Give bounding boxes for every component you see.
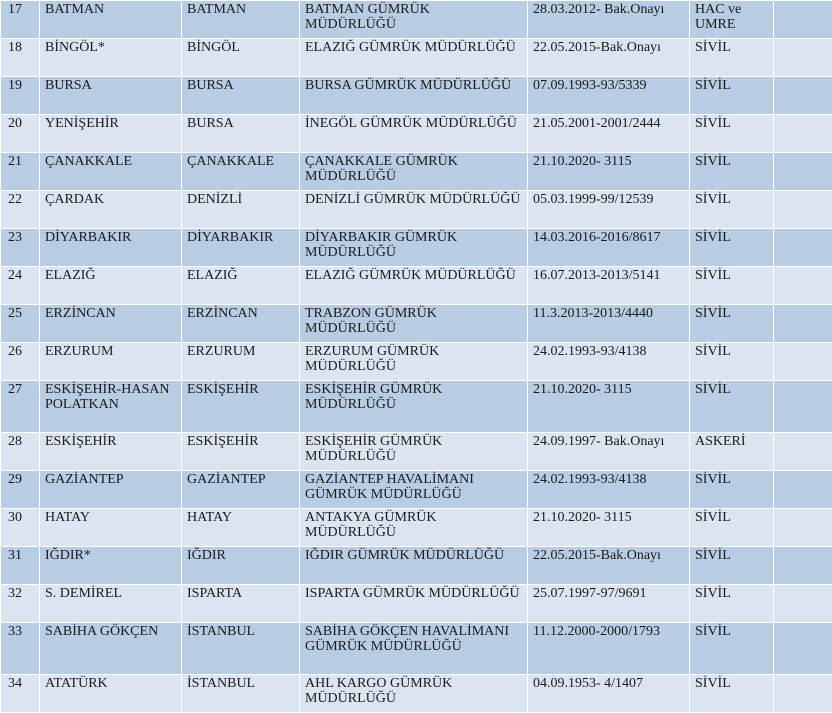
cell-customs: ANTAKYA GÜMRÜK MÜDÜRLÜĞÜ: [300, 509, 528, 547]
cell-type: SİVİL: [690, 547, 774, 585]
cell-no: 27: [1, 381, 40, 433]
cell-no: 32: [1, 585, 40, 623]
cell-empty: [774, 547, 832, 585]
cell-province: ERZURUM: [182, 343, 300, 381]
cell-date: 24.02.1993-93/4138: [528, 471, 690, 509]
cell-no: 18: [1, 39, 40, 77]
cell-no: 25: [1, 305, 40, 343]
table-row: [1, 191, 832, 229]
cell-airport: DİYARBAKIR: [40, 229, 182, 267]
cell-airport: ERZURUM: [40, 343, 182, 381]
cell-airport: SABİHA GÖKÇEN: [40, 623, 182, 675]
table-row: [1, 39, 832, 77]
table-row: [1, 153, 832, 191]
cell-no: 29: [1, 471, 40, 509]
cell-province: BİNGÖL: [182, 39, 300, 77]
table-row: [1, 343, 832, 381]
cell-type: SİVİL: [690, 191, 774, 229]
cell-customs: GAZİANTEP HAVALİMANI GÜMRÜK MÜDÜRLÜĞÜ: [300, 471, 528, 509]
cell-type: SİVİL: [690, 153, 774, 191]
cell-empty: [774, 229, 832, 267]
cell-province: İSTANBUL: [182, 623, 300, 675]
cell-no: 21: [1, 153, 40, 191]
cell-empty: [774, 623, 832, 675]
cell-empty: [774, 267, 832, 305]
cell-type: SİVİL: [690, 675, 774, 713]
cell-type: SİVİL: [690, 115, 774, 153]
cell-province: ERZİNCAN: [182, 305, 300, 343]
cell-no: 26: [1, 343, 40, 381]
cell-province: ESKİŞEHİR: [182, 381, 300, 433]
cell-customs: AHL KARGO GÜMRÜK MÜDÜRLÜĞÜ: [300, 675, 528, 713]
cell-empty: [774, 509, 832, 547]
cell-customs: BATMAN GÜMRÜK MÜDÜRLÜĞÜ: [300, 1, 528, 39]
cell-empty: [774, 381, 832, 433]
cell-empty: [774, 585, 832, 623]
table-row: [1, 229, 832, 267]
table-row: [1, 585, 832, 623]
cell-airport: ÇANAKKALE: [40, 153, 182, 191]
cell-type: SİVİL: [690, 229, 774, 267]
cell-province: IĞDIR: [182, 547, 300, 585]
cell-province: DİYARBAKIR: [182, 229, 300, 267]
cell-customs: ISPARTA GÜMRÜK MÜDÜRLÜĞÜ: [300, 585, 528, 623]
cell-date: 21.10.2020- 3115: [528, 153, 690, 191]
cell-no: 31: [1, 547, 40, 585]
cell-no: 22: [1, 191, 40, 229]
table-row: [1, 509, 832, 547]
cell-no: 19: [1, 77, 40, 115]
cell-type: SİVİL: [690, 267, 774, 305]
cell-customs: DENİZLİ GÜMRÜK MÜDÜRLÜĞÜ: [300, 191, 528, 229]
cell-empty: [774, 471, 832, 509]
table-row: [1, 623, 832, 675]
table-row: [1, 115, 832, 153]
cell-airport: BURSA: [40, 77, 182, 115]
cell-date: 24.09.1997- Bak.Onayı: [528, 433, 690, 471]
cell-province: GAZİANTEP: [182, 471, 300, 509]
cell-airport: GAZİANTEP: [40, 471, 182, 509]
cell-empty: [774, 1, 832, 39]
cell-no: 34: [1, 675, 40, 713]
cell-empty: [774, 115, 832, 153]
cell-date: 28.03.2012- Bak.Onayı: [528, 1, 690, 39]
cell-type: SİVİL: [690, 623, 774, 675]
cell-date: 21.10.2020- 3115: [528, 381, 690, 433]
cell-type: SİVİL: [690, 39, 774, 77]
cell-type: SİVİL: [690, 585, 774, 623]
cell-empty: [774, 305, 832, 343]
cell-customs: ELAZIĞ GÜMRÜK MÜDÜRLÜĞÜ: [300, 267, 528, 305]
cell-customs: ELAZIĞ GÜMRÜK MÜDÜRLÜĞÜ: [300, 39, 528, 77]
cell-no: 20: [1, 115, 40, 153]
table-row: [1, 471, 832, 509]
cell-province: BATMAN: [182, 1, 300, 39]
cell-date: 21.10.2020- 3115: [528, 509, 690, 547]
cell-date: 05.03.1999-99/12539: [528, 191, 690, 229]
cell-type: SİVİL: [690, 305, 774, 343]
cell-airport: BİNGÖL*: [40, 39, 182, 77]
cell-no: 28: [1, 433, 40, 471]
cell-empty: [774, 343, 832, 381]
cell-type: SİVİL: [690, 77, 774, 115]
cell-province: ESKİŞEHİR: [182, 433, 300, 471]
cell-customs: DİYARBAKIR GÜMRÜK MÜDÜRLÜĞÜ: [300, 229, 528, 267]
table-row: [1, 1, 832, 39]
table-row: [1, 381, 832, 433]
cell-date: 04.09.1953- 4/1407: [528, 675, 690, 713]
cell-no: 23: [1, 229, 40, 267]
cell-date: 21.05.2001-2001/2444: [528, 115, 690, 153]
cell-empty: [774, 675, 832, 713]
cell-no: 24: [1, 267, 40, 305]
cell-customs: BURSA GÜMRÜK MÜDÜRLÜĞÜ: [300, 77, 528, 115]
cell-empty: [774, 433, 832, 471]
table-row: [1, 77, 832, 115]
table-row: [1, 267, 832, 305]
cell-customs: TRABZON GÜMRÜK MÜDÜRLÜĞÜ: [300, 305, 528, 343]
cell-date: 14.03.2016-2016/8617: [528, 229, 690, 267]
cell-customs: ESKİŞEHİR GÜMRÜK MÜDÜRLÜĞÜ: [300, 433, 528, 471]
table-row: [1, 305, 832, 343]
cell-province: DENİZLİ: [182, 191, 300, 229]
cell-customs: ÇANAKKALE GÜMRÜK MÜDÜRLÜĞÜ: [300, 153, 528, 191]
cell-customs: ESKİŞEHİR GÜMRÜK MÜDÜRLÜĞÜ: [300, 381, 528, 433]
table-row: [1, 547, 832, 585]
cell-airport: ELAZIĞ: [40, 267, 182, 305]
cell-type: HAC ve UMRE: [690, 1, 774, 39]
cell-empty: [774, 77, 832, 115]
cell-province: BURSA: [182, 77, 300, 115]
cell-empty: [774, 191, 832, 229]
cell-airport: S. DEMİREL: [40, 585, 182, 623]
cell-airport: HATAY: [40, 509, 182, 547]
cell-customs: SABİHA GÖKÇEN HAVALİMANI GÜMRÜK MÜDÜRLÜĞÜ: [300, 623, 528, 675]
cell-airport: ERZİNCAN: [40, 305, 182, 343]
cell-airport: ÇARDAK: [40, 191, 182, 229]
cell-date: 07.09.1993-93/5339: [528, 77, 690, 115]
table-row: [1, 675, 832, 713]
cell-type: SİVİL: [690, 509, 774, 547]
cell-type: SİVİL: [690, 381, 774, 433]
cell-date: 22.05.2015-Bak.Onayı: [528, 39, 690, 77]
cell-airport: ATATÜRK: [40, 675, 182, 713]
cell-airport: YENİŞEHİR: [40, 115, 182, 153]
cell-date: 25.07.1997-97/9691: [528, 585, 690, 623]
table-row: [1, 433, 832, 471]
cell-province: ELAZIĞ: [182, 267, 300, 305]
cell-date: 11.12.2000-2000/1793: [528, 623, 690, 675]
cell-no: 33: [1, 623, 40, 675]
cell-type: SİVİL: [690, 343, 774, 381]
cell-airport: ESKİŞEHİR: [40, 433, 182, 471]
cell-province: HATAY: [182, 509, 300, 547]
cell-province: BURSA: [182, 115, 300, 153]
cell-airport: BATMAN: [40, 1, 182, 39]
cell-customs: IĞDIR GÜMRÜK MÜDÜRLÜĞÜ: [300, 547, 528, 585]
cell-date: 11.3.2013-2013/4440: [528, 305, 690, 343]
cell-type: SİVİL: [690, 471, 774, 509]
cell-date: 16.07.2013-2013/5141: [528, 267, 690, 305]
cell-airport: IĞDIR*: [40, 547, 182, 585]
cell-type: ASKERİ: [690, 433, 774, 471]
cell-date: 22.05.2015-Bak.Onayı: [528, 547, 690, 585]
cell-no: 17: [1, 1, 40, 39]
cell-province: ÇANAKKALE: [182, 153, 300, 191]
cell-empty: [774, 153, 832, 191]
cell-province: İSTANBUL: [182, 675, 300, 713]
cell-empty: [774, 39, 832, 77]
cell-airport: ESKİŞEHİR-HASAN POLATKAN: [40, 381, 182, 433]
cell-date: 24.02.1993-93/4138: [528, 343, 690, 381]
cell-customs: ERZURUM GÜMRÜK MÜDÜRLÜĞÜ: [300, 343, 528, 381]
cell-customs: İNEGÖL GÜMRÜK MÜDÜRLÜĞÜ: [300, 115, 528, 153]
cell-province: ISPARTA: [182, 585, 300, 623]
cell-no: 30: [1, 509, 40, 547]
